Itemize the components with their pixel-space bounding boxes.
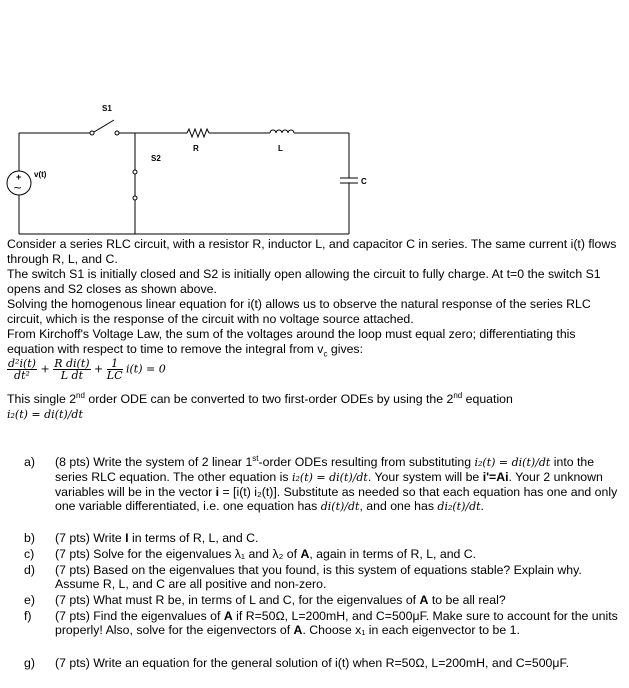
resistor-r — [187, 129, 209, 137]
eq-term-2-den: L dt — [60, 369, 83, 382]
v-label: v(t) — [34, 170, 47, 179]
intro-paragraph-1: Consider a series RLC circuit, with a resistor R, inductor L, and capacitor C in series. The same current i(t) flows through R, L, and C. — [7, 237, 617, 266]
qf-s3: if R=50Ω, L=200mH, and C=500μF. Make sure to account for the units properly! Also, solve for the eigenvectors of — [55, 609, 618, 637]
question-f-text — [55, 609, 620, 637]
eq-term-2-num: R di(t) — [54, 357, 90, 370]
i2-equation: i₂(t) = di(t)/dt — [7, 408, 83, 421]
qa-m2: i₂(t) = di(t)/dt — [291, 471, 368, 484]
intro-paragraph-2: The switch S1 is initially closed and S2 is initially open allowing the circuit to fully charge. At t=0 the switch S1 opens and S2 closes as shown above. — [7, 267, 601, 296]
s1-label: S1 — [102, 104, 112, 113]
qc-s2: A — [300, 547, 310, 561]
question-d-label: d) — [24, 563, 35, 577]
s1-contact-left — [90, 131, 94, 135]
question-b-label: b) — [24, 531, 35, 545]
eq-term-2 — [53, 358, 90, 381]
ode-note-a: This single 2 — [7, 392, 77, 406]
qb-s1: (7 pts) Write — [55, 531, 126, 545]
intro-p4-tail: gives: — [327, 342, 363, 356]
question-b-text — [55, 531, 620, 545]
qa-s5: i'=Ai — [482, 470, 509, 484]
s2-contact-top — [133, 170, 137, 174]
eq-plus-1: + — [40, 362, 50, 376]
c-label: C — [361, 177, 367, 186]
ode-note — [7, 392, 623, 407]
qa-s2: -order ODEs resulting from substituting — [258, 455, 475, 469]
eq-term-1-den: dt² — [14, 369, 30, 382]
eq-term-3-den: LC — [106, 369, 123, 382]
source-plus: + — [16, 172, 22, 182]
qa-s6: . Your 2 unknown variables will be in the vector — [55, 470, 603, 499]
qb-s2: I — [125, 531, 129, 545]
qe-s2: A — [419, 593, 429, 607]
question-d-text: (7 pts) Based on the eigenvalues that you found, is this system of equations stable? Explain why. Assume R, L, and C are all positive and non-zero. — [55, 563, 582, 591]
r-label: R — [193, 144, 199, 153]
question-g-text: (7 pts) Write an equation for the general solution of i(t) when R=50Ω, L=200mH, and C=500μF. — [55, 656, 570, 670]
qa-s9: , and one has — [359, 499, 438, 513]
qa-s3: into the series RLC equation. The other equation is — [55, 455, 595, 484]
question-f — [24, 609, 620, 637]
qf-s1: (7 pts) Find the eigenvalues of — [55, 609, 224, 623]
qf-s4: A — [293, 623, 303, 637]
qb-s3: in terms of R, L, and C. — [128, 531, 259, 545]
qe-s1: (7 pts) What must R be, in terms of L and C, for the eigenvalues of — [55, 593, 420, 607]
qf-s5: . Choose x₁ in each eigenvector to be 1. — [302, 623, 520, 637]
question-a-text — [55, 455, 620, 514]
eq-tail: i(t) = 0 — [126, 362, 166, 376]
question-a — [24, 455, 620, 514]
intro-p4-text: From Kirchoff's Voltage Law, the sum of the voltages around the loop must equal zero; differentiating this equation with respect to time to remove the integral from v — [7, 327, 576, 356]
qa-sup: st — [252, 453, 259, 463]
qc-s3: , again in terms of R, L, and C. — [309, 547, 477, 561]
question-f-label: f) — [24, 609, 32, 623]
qa-m1: i₂(t) = di(t)/dt — [474, 456, 551, 469]
question-c-label: c) — [24, 547, 35, 561]
qa-s10: . — [480, 499, 484, 513]
eq-term-1-num: d²i(t) — [8, 357, 36, 370]
source-tilde: ~ — [13, 181, 23, 194]
s2-contact-bottom — [133, 196, 137, 200]
intro-paragraph-3: Solving the homogenous linear equation for i(t) allows us to observe the natural response of the series RLC circuit, which is the response of the circuit with no voltage source attached. — [7, 297, 591, 326]
qf-s2: A — [223, 609, 233, 623]
question-e — [24, 593, 620, 607]
l-label: L — [278, 144, 283, 153]
question-c-text — [55, 547, 620, 561]
ode-note-c: equation — [462, 392, 513, 406]
qa-m4: di₂(t)/dt — [437, 500, 481, 513]
ode-note-sup2: nd — [453, 390, 463, 400]
eq-term-3-num: 1 — [107, 358, 123, 370]
s1-blade — [94, 120, 114, 132]
question-g — [24, 656, 620, 670]
question-g-label: g) — [24, 656, 35, 670]
intro-paragraph-4 — [7, 327, 623, 357]
qa-s4: . Your system will be — [367, 470, 483, 484]
intro-p4-sub: c — [323, 349, 328, 359]
inductor-l — [270, 130, 294, 133]
eq-term-3 — [107, 358, 123, 381]
question-e-label: e) — [24, 593, 35, 607]
rlc-equation — [7, 358, 166, 381]
rlc-circuit-diagram — [0, 0, 629, 240]
ode-note-sup1: nd — [76, 390, 85, 400]
ode-note-b: order ODE can be converted to two first-order ODEs by using the 2 — [84, 392, 454, 406]
s2-label: S2 — [151, 154, 161, 163]
question-b — [24, 531, 620, 545]
question-d — [24, 563, 620, 591]
qe-s3: to be all real? — [428, 593, 506, 607]
question-c — [24, 547, 620, 561]
qa-s1: (8 pts) Write the system of 2 linear 1 — [55, 455, 253, 469]
qa-m3: di(t)/dt — [320, 500, 360, 513]
eq-term-1 — [7, 358, 37, 381]
question-e-text — [55, 593, 620, 607]
s1-contact-right — [115, 131, 119, 135]
question-a-label: a) — [24, 455, 35, 469]
qa-s7: i — [215, 485, 220, 499]
eq-plus-2: + — [94, 362, 104, 376]
qc-s1: (7 pts) Solve for the eigenvalues λ₁ and λ₂ of — [55, 547, 301, 561]
qa-s8: = [i(t) i₂(t)]. Substitute as needed so that each equation has one and only one variable differentiated, i.e. one equation has — [55, 485, 618, 513]
